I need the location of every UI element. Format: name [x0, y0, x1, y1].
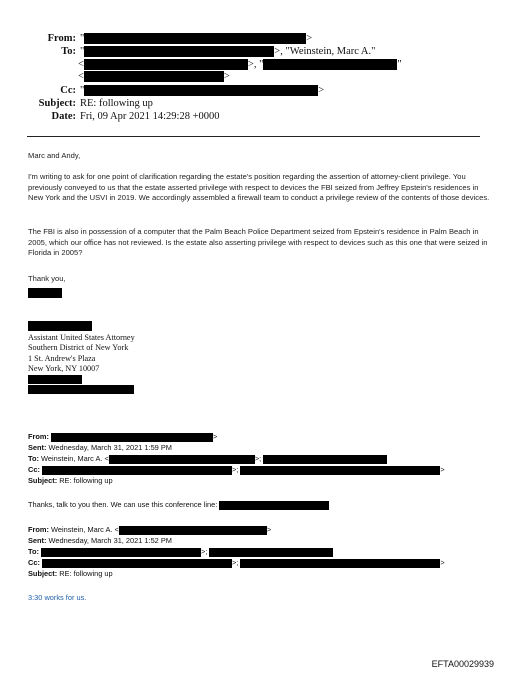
to3-close: >: [223, 71, 230, 82]
redaction-bar: [219, 501, 329, 510]
q2-cc-close: >: [440, 558, 445, 567]
q2-cc-label: Cc:: [28, 558, 40, 567]
q1-to-value: Weinstein, Marc A. <: [41, 454, 109, 463]
greeting: Marc and Andy,: [28, 151, 81, 160]
q1-cc-label: Cc:: [28, 465, 40, 474]
q2-subject-value: RE: following up: [59, 569, 113, 578]
header-divider: [27, 136, 480, 137]
signature-office: Southern District of New York: [28, 343, 129, 352]
q1-cc-close: >: [440, 465, 445, 474]
q1-to-sep: >;: [254, 454, 262, 463]
q2-cc-sep: >;: [231, 558, 239, 567]
cc-quote: ": [80, 85, 85, 96]
redaction-bar: [263, 59, 397, 70]
to2-close: ": [397, 59, 402, 70]
paragraph-1: I'm writing to ask for one point of clarification regarding the estate's position regarding the assertion of attorney-client privilege. You previously conveyed to us that the estate asserted privilege with respect to devices the FBI seized from Jeffrey Epstein's residences in New York and the USVI in 2019. We accordingly assembled a firewall team to conduct a privilege review of the contents of those devices.: [28, 172, 490, 203]
to2-open: <: [78, 59, 84, 70]
redaction-bar: [41, 548, 201, 557]
quoted2-body: 3:30 works for us.: [28, 593, 87, 602]
redaction-bar: [42, 466, 232, 475]
quoted2-subject-row: [28, 569, 113, 580]
redaction-bar: [28, 385, 134, 394]
quoted1-cc-row: [28, 465, 445, 476]
to-recipient-name: >, "Weinstein, Marc A.": [274, 46, 376, 57]
subject-value: RE: following up: [80, 98, 153, 109]
redaction-bar: [28, 288, 62, 298]
quoted1-sent-row: [28, 443, 172, 454]
q1-sent-value: Wednesday, March 31, 2021 1:59 PM: [48, 443, 172, 452]
from-quote: ": [80, 33, 85, 44]
q1-subject-label: Subject:: [28, 476, 58, 485]
redaction-bar: [84, 71, 224, 82]
bates-number: EFTA00029939: [431, 659, 494, 669]
redaction-bar: [84, 46, 274, 57]
quoted1-body: [28, 500, 329, 511]
redaction-bar: [28, 321, 92, 331]
redaction-bar: [84, 85, 318, 96]
signature-title: Assistant United States Attorney: [28, 333, 135, 342]
date-label: Date:: [51, 111, 76, 122]
closing: Thank you,: [28, 274, 66, 283]
from-close: >: [306, 33, 313, 44]
quoted2-sent-row: [28, 536, 172, 547]
to-label: To:: [61, 46, 76, 57]
quoted2-to-row: [28, 547, 333, 558]
redaction-bar: [119, 526, 267, 535]
quoted2-cc-row: [28, 558, 445, 569]
from-label: From:: [47, 33, 76, 44]
paragraph-2: The FBI is also in possession of a computer that the Palm Beach Police Department seized from Epstein's residence in Palm Beach in 2005, which our office has not reviewed. Is the estate also asserting privilege with respect to devices such as this one that were seized in Florida in 2005?: [28, 227, 488, 258]
subject-label: Subject:: [38, 98, 76, 109]
cc-close: >: [318, 85, 325, 96]
signature-city: New York, NY 10007: [28, 364, 100, 373]
signature-street: 1 St. Andrew's Plaza: [28, 354, 96, 363]
q1-sent-label: Sent:: [28, 443, 47, 452]
to3-open: <: [78, 71, 84, 82]
q1-from-close: >: [213, 432, 218, 441]
date-value: Fri, 09 Apr 2021 14:29:28 +0000: [80, 111, 220, 122]
q1-body-text: Thanks, talk to you then. We can use this conference line:: [28, 500, 218, 509]
redaction-bar: [84, 59, 248, 70]
redaction-bar: [42, 559, 232, 568]
q2-to-sep: >;: [201, 547, 208, 556]
redaction-bar: [109, 455, 255, 464]
redaction-bar: [240, 559, 440, 568]
q2-from-value: Weinstein, Marc A. <: [51, 525, 119, 534]
redaction-bar: [209, 548, 333, 557]
q2-subject-label: Subject:: [28, 569, 58, 578]
redaction-bar: [51, 433, 213, 442]
q2-from-close: >: [266, 525, 272, 534]
q1-cc-sep: >;: [231, 465, 239, 474]
cc-label: Cc:: [60, 85, 76, 96]
quoted1-to-row: [28, 454, 387, 465]
redaction-bar: [84, 33, 306, 44]
q1-from-label: From:: [28, 432, 49, 441]
q2-from-label: From:: [28, 525, 49, 534]
q1-to-label: To:: [28, 454, 39, 463]
quoted2-from-row: [28, 525, 271, 536]
q1-subject-value: RE: following up: [59, 476, 113, 485]
q2-to-label: To:: [28, 547, 39, 556]
to2-mid: >, ": [247, 59, 264, 70]
redaction-bar: [263, 455, 387, 464]
quoted1-from-row: [28, 432, 217, 443]
q2-sent-label: Sent:: [28, 536, 47, 545]
redaction-bar: [28, 375, 82, 384]
quoted1-subject-row: [28, 476, 113, 487]
redaction-bar: [240, 466, 440, 475]
q2-sent-value: Wednesday, March 31, 2021 1:52 PM: [48, 536, 172, 545]
to-quote: ": [80, 46, 85, 57]
